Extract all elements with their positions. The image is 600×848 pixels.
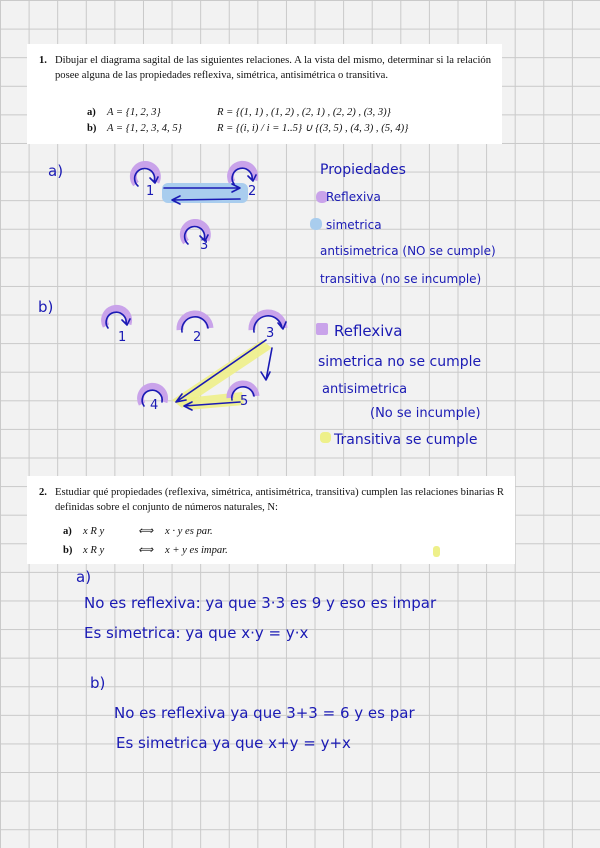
hw-prop-a-4: transitiva (no se incumple) [320,272,482,286]
highlight-transitiva-b [320,432,331,443]
hw-prop-b-1: Reflexiva [334,322,403,340]
hw-prop-a-1: Reflexiva [326,190,381,204]
highlight-dot [433,546,440,557]
set-b: A = {1, 2, 3, 4, 5} [107,123,182,134]
hw-prop-b-2: simetrica no se cumple [318,354,482,370]
hw-p2-a-line2: Es simetrica: ya que x·y = y·x [84,624,309,642]
node-b-4: 4 [150,398,159,413]
hw-prop-a-2: simetrica [326,218,382,232]
problem-1-text: Dibujar el diagrama sagital de las siguientes relaciones. A la vista del mismo, determinar si la relación posee alguna de las propiedades reflexiva, simétrica, antisimétrica o transitiva. [55,55,491,81]
problem-1-number: 1. [39,55,47,66]
hw-p2-a-label: a) [76,568,92,586]
hw-prop-b-5: Transitiva se cumple [334,432,478,448]
highlight-reflexiva-b [316,323,328,335]
hw-prop-b-4: (No se incumple) [370,406,481,421]
hw-part-a-label: a) [48,162,64,180]
hw-prop-a-3: antisimetrica (NO se cumple) [320,244,496,258]
hw-p2-b-line2: Es simetrica ya que x+y = y+x [116,734,351,752]
node-a-2: 2 [248,184,257,199]
node-b-3: 3 [266,326,275,341]
hw-prop-b-3: antisimetrica [322,382,408,397]
problem-1-card: 1. Dibujar el diagrama sagital de las siguientes relaciones. A la vista del mismo, determinar si la relación posee alguna de las propiedades reflexiva, simétrica, antisimétrica o transitiva. a) A = {1, 2, 3} R = {(1, 1) , (1, 2) , (2, 1) , (2, 2) , (3, 3)} b) A = {1, 2, 3, 4, 5} R = {(i, i) / i = 1..5} ∪ {(3, 5) , (4, 3) , (5, 4)} [27,44,502,144]
hw-props-title: Propiedades [320,162,406,178]
relation-b: R = {(i, i) / i = 1..5} ∪ {(3, 5) , (4, 3) , (5, 4)} [217,123,409,134]
node-b-1: 1 [118,330,127,345]
hw-part-b-label: b) [38,298,54,316]
node-b-2: 2 [193,330,202,345]
set-a: A = {1, 2, 3} [107,107,161,118]
hw-p2-b-line1: No es reflexiva ya que 3+3 = 6 y es par [114,704,415,722]
node-b-5: 5 [240,394,249,409]
node-a-1: 1 [146,184,155,199]
relation-a: R = {(1, 1) , (1, 2) , (2, 1) , (2, 2) , (3, 3)} [217,107,391,118]
node-a-3: 3 [200,238,209,253]
highlight-simetrica-a [310,218,322,230]
hw-p2-b-label: b) [90,674,106,692]
problem-2-number: 2. [39,487,47,498]
problem-2-card: 2. Estudiar qué propiedades (reflexiva, simétrica, antisimétrica, transitiva) cumplen las relaciones binarias R definidas sobre el conjunto de números naturales, N: a) x R y ⟺ x · y es par. b) x R y ⟺ x + y es impar. [27,476,515,564]
hw-p2-a-line1: No es reflexiva: ya que 3·3 es 9 y eso es impar [84,594,437,612]
problem-2-text: Estudiar qué propiedades (reflexiva, simétrica, antisimétrica, transitiva) cumplen las relaciones binarias R definidas sobre el conjunto de números naturales, N: [55,487,504,513]
